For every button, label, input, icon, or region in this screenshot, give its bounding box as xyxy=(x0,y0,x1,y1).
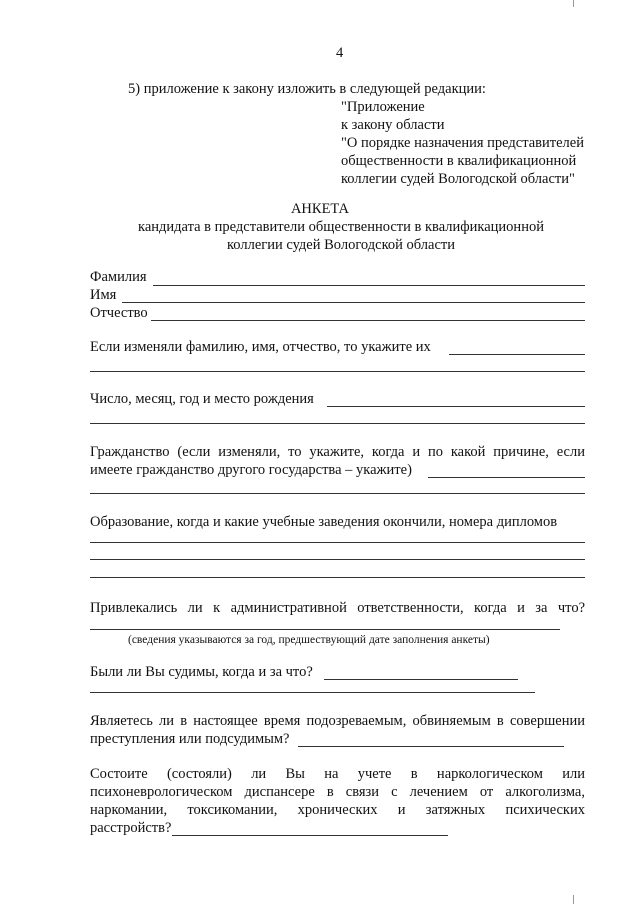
appendix-header-line: общественности в квалификационной xyxy=(341,153,577,169)
registry-label: психоневрологическом диспансере в связи с лечением от алкоголизма, xyxy=(90,784,585,800)
appendix-header-line: коллегии судей Вологодской области" xyxy=(341,171,575,187)
birth-input-line[interactable] xyxy=(90,423,585,424)
citizenship-input-line[interactable] xyxy=(428,477,585,478)
name-label: Имя xyxy=(90,287,117,303)
citizenship-label: Гражданство (если изменяли, то укажите, когда и по какой причине, если xyxy=(90,444,585,460)
name-change-input-line[interactable] xyxy=(90,371,585,372)
surname-label: Фамилия xyxy=(90,269,147,285)
citizenship-label: имеете гражданство другого государства – укажите) xyxy=(90,462,412,478)
suspect-input-line[interactable] xyxy=(298,746,564,747)
education-input-line[interactable] xyxy=(90,542,585,543)
birth-label: Число, месяц, год и место рождения xyxy=(90,391,314,407)
page-number: 4 xyxy=(336,45,344,61)
education-input-line[interactable] xyxy=(90,577,585,578)
scan-mark xyxy=(573,895,574,904)
admin-liability-label: Привлекались ли к административной ответственности, когда и за что? xyxy=(90,600,585,616)
appendix-header-line: "Приложение xyxy=(341,99,425,115)
name-input-line[interactable] xyxy=(122,302,585,303)
suspect-label: преступления или подсудимым? xyxy=(90,731,290,747)
form-subtitle: коллегии судей Вологодской области xyxy=(226,237,455,253)
appendix-header-line: "О порядке назначения представителей xyxy=(341,135,584,151)
patronymic-input-line[interactable] xyxy=(151,320,585,321)
surname-input-line[interactable] xyxy=(153,285,585,286)
suspect-label: Являетесь ли в настоящее время подозреваемым, обвиняемым в совершении xyxy=(90,713,585,729)
appendix-header-line: к закону области xyxy=(341,117,445,133)
form-title: АНКЕТА xyxy=(290,201,350,217)
citizenship-input-line[interactable] xyxy=(90,493,585,494)
registry-label: расстройств? xyxy=(90,820,172,836)
form-subtitle: кандидата в представители общественности в квалификационной xyxy=(138,219,544,235)
registry-label: наркомании, токсикомании, хронических и затяжных психических xyxy=(90,802,585,818)
convicted-input-line[interactable] xyxy=(90,692,535,693)
patronymic-label: Отчество xyxy=(90,305,148,321)
amendment-intro: 5) приложение к закону изложить в следующей редакции: xyxy=(128,81,486,97)
name-change-input-line[interactable] xyxy=(449,354,585,355)
education-input-line[interactable] xyxy=(90,559,585,560)
birth-input-line[interactable] xyxy=(327,406,585,407)
registry-input-line[interactable] xyxy=(172,835,448,836)
scan-mark xyxy=(573,0,574,7)
education-label: Образование, когда и какие учебные заведения окончили, номера дипломов xyxy=(90,514,558,530)
admin-liability-input-line[interactable] xyxy=(90,629,560,630)
name-change-label: Если изменяли фамилию, имя, отчество, то укажите их xyxy=(90,339,431,355)
registry-label: Состоите (состояли) ли Вы на учете в наркологическом или xyxy=(90,766,585,782)
convicted-input-line[interactable] xyxy=(324,679,518,680)
admin-liability-note: (сведения указываются за год, предшествующий дате заполнения анкеты) xyxy=(128,634,490,646)
convicted-label: Были ли Вы судимы, когда и за что? xyxy=(90,664,313,680)
